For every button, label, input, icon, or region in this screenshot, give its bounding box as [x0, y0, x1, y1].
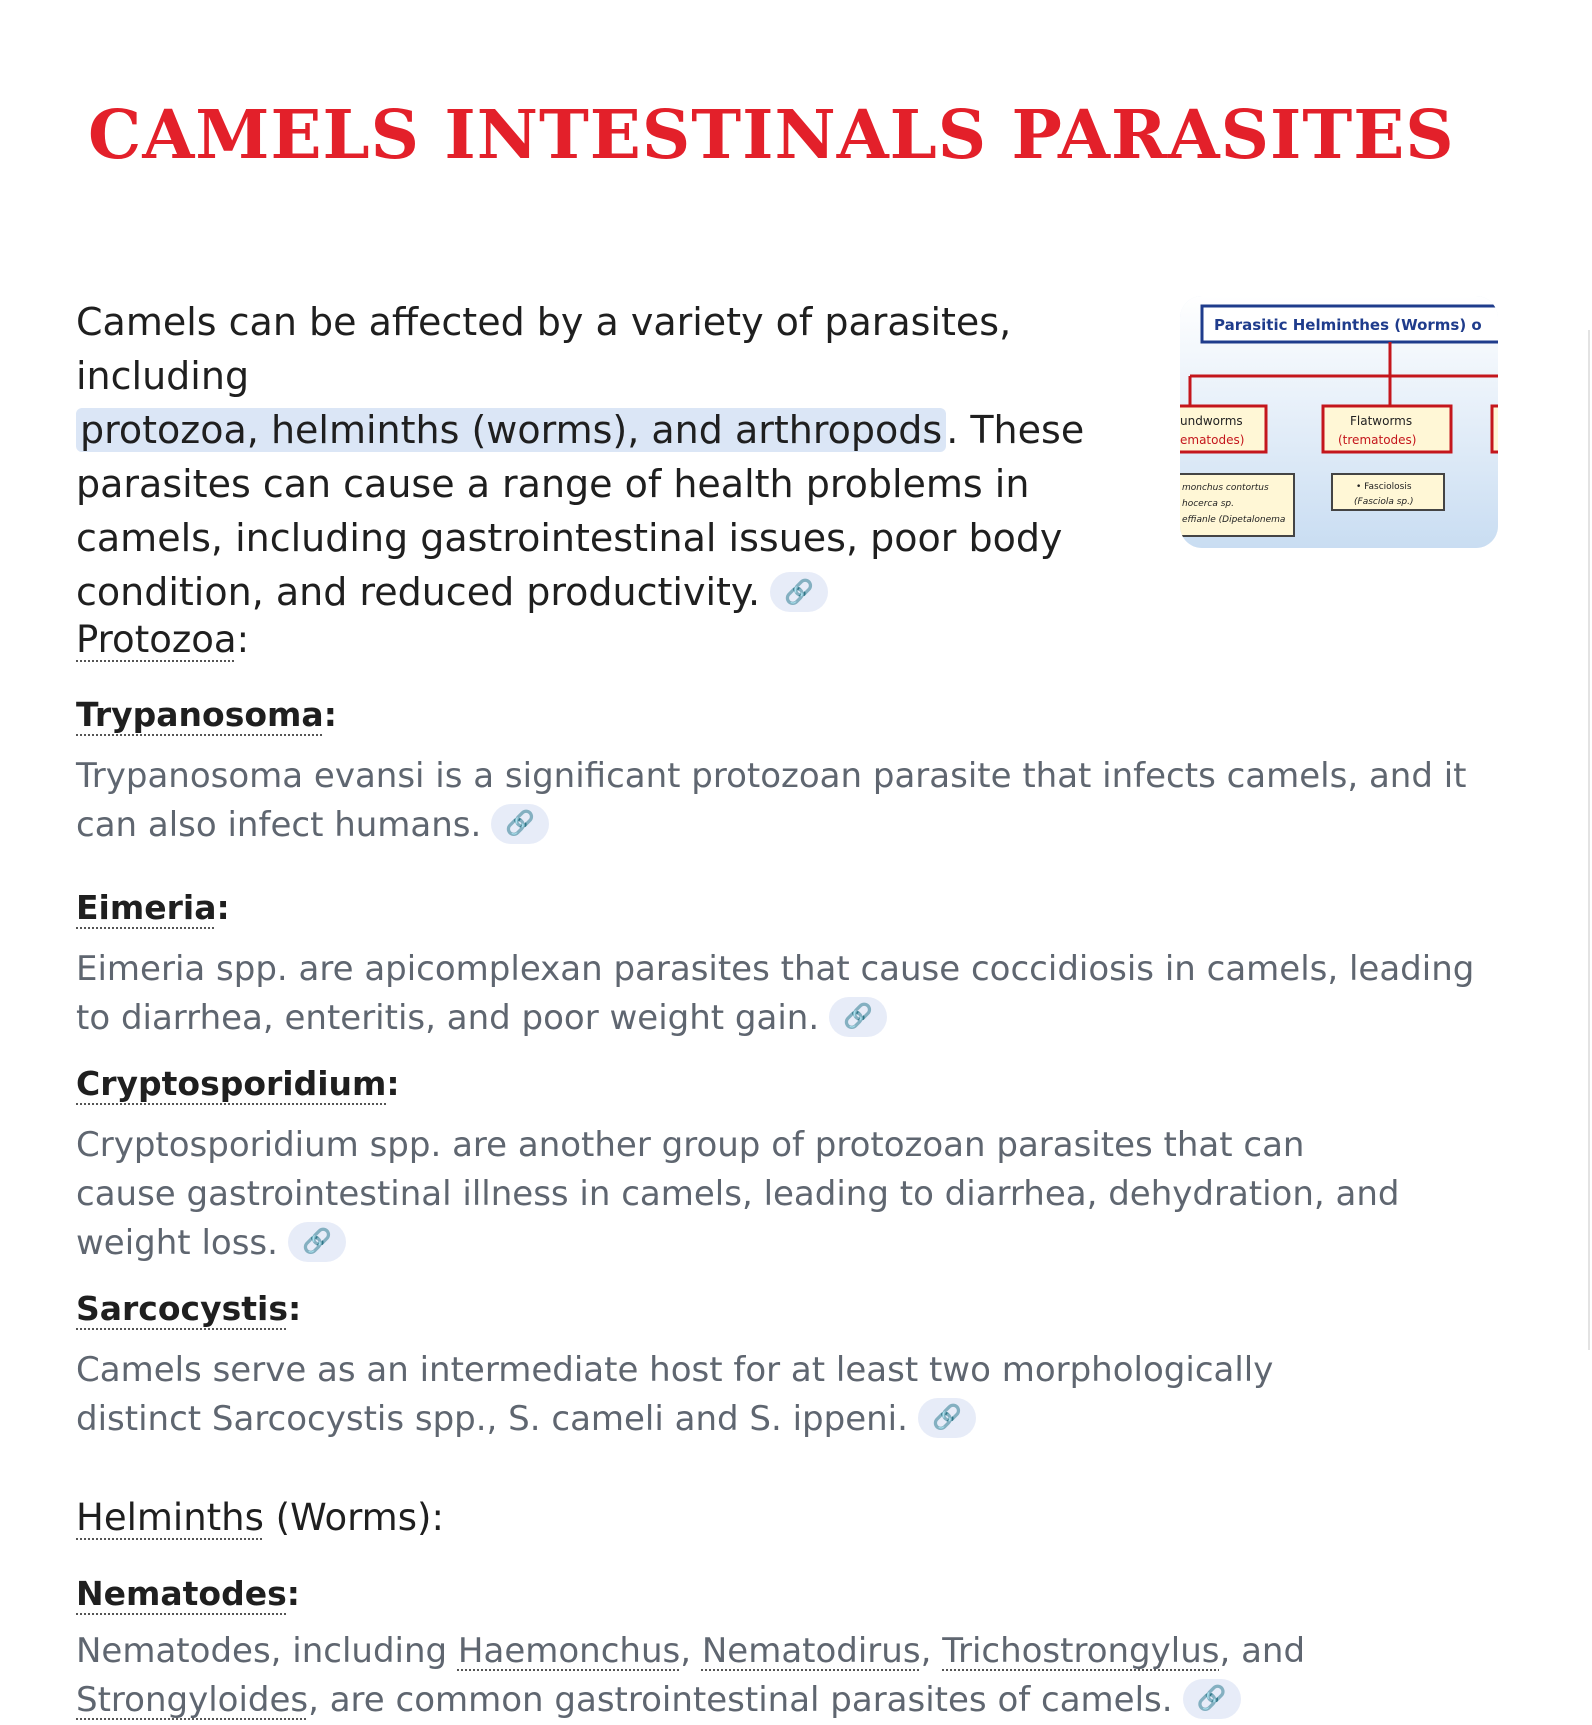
trypanosoma-text: Trypanosoma evansi is a significant protozoan parasite that infects camels, and it can also infect humans.: [76, 756, 1467, 845]
haemonchus-link[interactable]: Haemonchus: [457, 1631, 681, 1671]
cryptosporidium-link[interactable]: Cryptosporidium: [76, 1064, 387, 1103]
nematodes-link[interactable]: Nematodes: [76, 1574, 287, 1613]
strongyloides-link[interactable]: Strongyloides: [76, 1680, 309, 1720]
thumb-flatworms-2: (trematodes): [1338, 433, 1417, 447]
section-heading-protozoa: [76, 616, 249, 664]
link-icon: 🔗: [843, 1002, 874, 1030]
nematodirus-link[interactable]: Nematodirus: [701, 1631, 921, 1671]
colon: :: [323, 695, 337, 734]
intro-highlight[interactable]: protozoa, helminths (worms), and arthropods: [76, 408, 946, 452]
sarcocystis-link[interactable]: Sarcocystis: [76, 1289, 288, 1328]
colon: :: [216, 888, 230, 927]
link-icon: 🔗: [931, 1403, 962, 1431]
thumb-roundworms-2: ematodes): [1180, 433, 1245, 447]
source-link-button[interactable]: [770, 572, 828, 612]
link-icon: 🔗: [301, 1227, 332, 1255]
trypanosoma-link[interactable]: Trypanosoma: [76, 695, 324, 734]
intro-text-end: . These parasites can cause a range of health problems in camels, including gastrointestinal issues, poor body condition, and reduced productivity.: [76, 408, 1085, 614]
thumb-right-detail-1: • Fasciolosis: [1356, 482, 1412, 492]
helminth-diagram-thumbnail[interactable]: [1180, 296, 1498, 548]
sarcocystis-description: [76, 1346, 1406, 1444]
intro-paragraph: [76, 295, 1156, 619]
thumb-right-detail-2: (Fasciola sp.): [1354, 497, 1414, 507]
cryptosporidium-description: [76, 1121, 1406, 1268]
scrollbar-edge[interactable]: [1588, 330, 1590, 1350]
cryptosporidium-text: Cryptosporidium spp. are another group of protozoan parasites that can cause gastrointestinal illness in camels, leading to diarrhea, dehydration, and weight loss.: [76, 1125, 1400, 1263]
protozoa-heading-link[interactable]: Protozoa: [76, 618, 237, 661]
nematodes-text-end: , are common gastrointestinal parasites of camels.: [308, 1680, 1173, 1720]
source-link-button[interactable]: [1183, 1679, 1241, 1719]
eimeria-description: [76, 945, 1516, 1043]
colon: :: [286, 1574, 300, 1613]
source-link-button[interactable]: [491, 804, 549, 844]
source-link-button[interactable]: [288, 1222, 346, 1262]
thumb-left-detail-1: monchus contortus: [1182, 483, 1269, 493]
link-icon: 🔗: [784, 577, 815, 606]
eimeria-text: Eimeria spp. are apicomplexan parasites that cause coccidiosis in camels, leading to diarrhea, enteritis, and poor weight gain.: [76, 949, 1475, 1038]
thumb-left-detail-2: hocerca sp.: [1182, 499, 1234, 509]
subheading-cryptosporidium: [76, 1062, 400, 1106]
separator: , and: [1219, 1631, 1306, 1671]
source-link-button[interactable]: [918, 1398, 976, 1438]
thumb-roundworms-1: undworms: [1180, 414, 1243, 428]
thumb-flatworms-1: Flatworms: [1350, 414, 1413, 428]
heading-suffix: :: [236, 618, 250, 661]
section-heading-helminths: [76, 1494, 444, 1542]
trypanosoma-description: [76, 752, 1516, 850]
link-icon: 🔗: [505, 809, 536, 837]
intro-text-start: Camels can be affected by a variety of parasites, including: [76, 300, 1012, 398]
separator: ,: [920, 1631, 943, 1671]
helminths-heading-link[interactable]: Helminths: [76, 1496, 264, 1539]
source-link-button[interactable]: [829, 997, 887, 1037]
subheading-eimeria: [76, 886, 230, 930]
thumb-header: Parasitic Helminthes (Worms) o: [1214, 316, 1482, 334]
nematodes-text-start: Nematodes, including: [76, 1631, 458, 1671]
subheading-sarcocystis: [76, 1287, 301, 1331]
link-icon: 🔗: [1196, 1684, 1227, 1712]
trichostrongylus-link[interactable]: Trichostrongylus: [942, 1631, 1220, 1671]
colon: :: [386, 1064, 400, 1103]
nematodes-description: [76, 1627, 1376, 1725]
subheading-trypanosoma: [76, 693, 337, 737]
subheading-nematodes: [76, 1572, 300, 1616]
page-title: CAMELS INTESTINALS PARASITES: [88, 95, 1455, 174]
eimeria-link[interactable]: Eimeria: [76, 888, 217, 927]
sarcocystis-text: Camels serve as an intermediate host for at least two morphologically distinct Sarcocystis spp., S. cameli and S. ippeni.: [76, 1350, 1274, 1439]
colon: :: [288, 1289, 302, 1328]
thumb-left-detail-3: effianle (Dipetalonema: [1182, 515, 1286, 525]
separator: ,: [680, 1631, 702, 1671]
heading-suffix: (Worms):: [263, 1496, 444, 1539]
